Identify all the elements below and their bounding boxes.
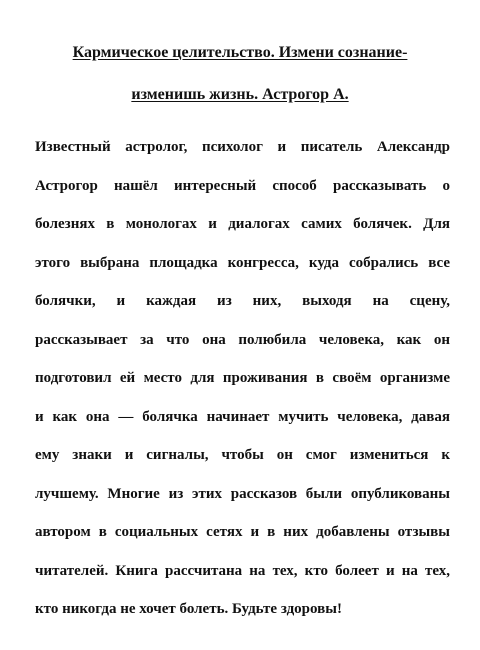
document-body — [35, 128, 450, 629]
body-line: ему знаки и сигналы, чтобы он смог измениться к — [35, 447, 450, 463]
body-line: и как она — болячка начинает мучить человека, давая — [35, 408, 450, 425]
body-line: читателей. Книга рассчитана на тех, кто болеет и на тех, — [35, 562, 450, 579]
body-line: этого выбрана площадка конгресса, куда собрались все — [35, 254, 450, 271]
body-line: автором в социальных сетях и в них добавлены отзывы — [35, 524, 450, 540]
body-line: подготовил ей место для проживания в своём организме — [35, 370, 450, 386]
body-line: лучшему. Многие из этих рассказов были опубликованы — [35, 485, 450, 502]
body-line: Известный астролог, психолог и писатель Александр — [35, 139, 450, 155]
body-line: болезнях в монологах и диалогах самих болячек. Для — [35, 216, 450, 232]
document-title-line-1: Кармическое целительство. Измени сознание- — [72, 44, 408, 61]
document-title-line-2: изменишь жизнь. Астрогор А. — [131, 86, 349, 103]
body-line: болячки, и каждая из них, выходя на сцену, — [35, 293, 450, 309]
body-line-last: кто никогда не хочет болеть. Будьте здоровы! — [35, 601, 342, 617]
body-line: рассказывает за что она полюбила человека, как он — [35, 331, 450, 348]
body-line: Астрогор нашёл интересный способ рассказывать о — [35, 177, 450, 194]
